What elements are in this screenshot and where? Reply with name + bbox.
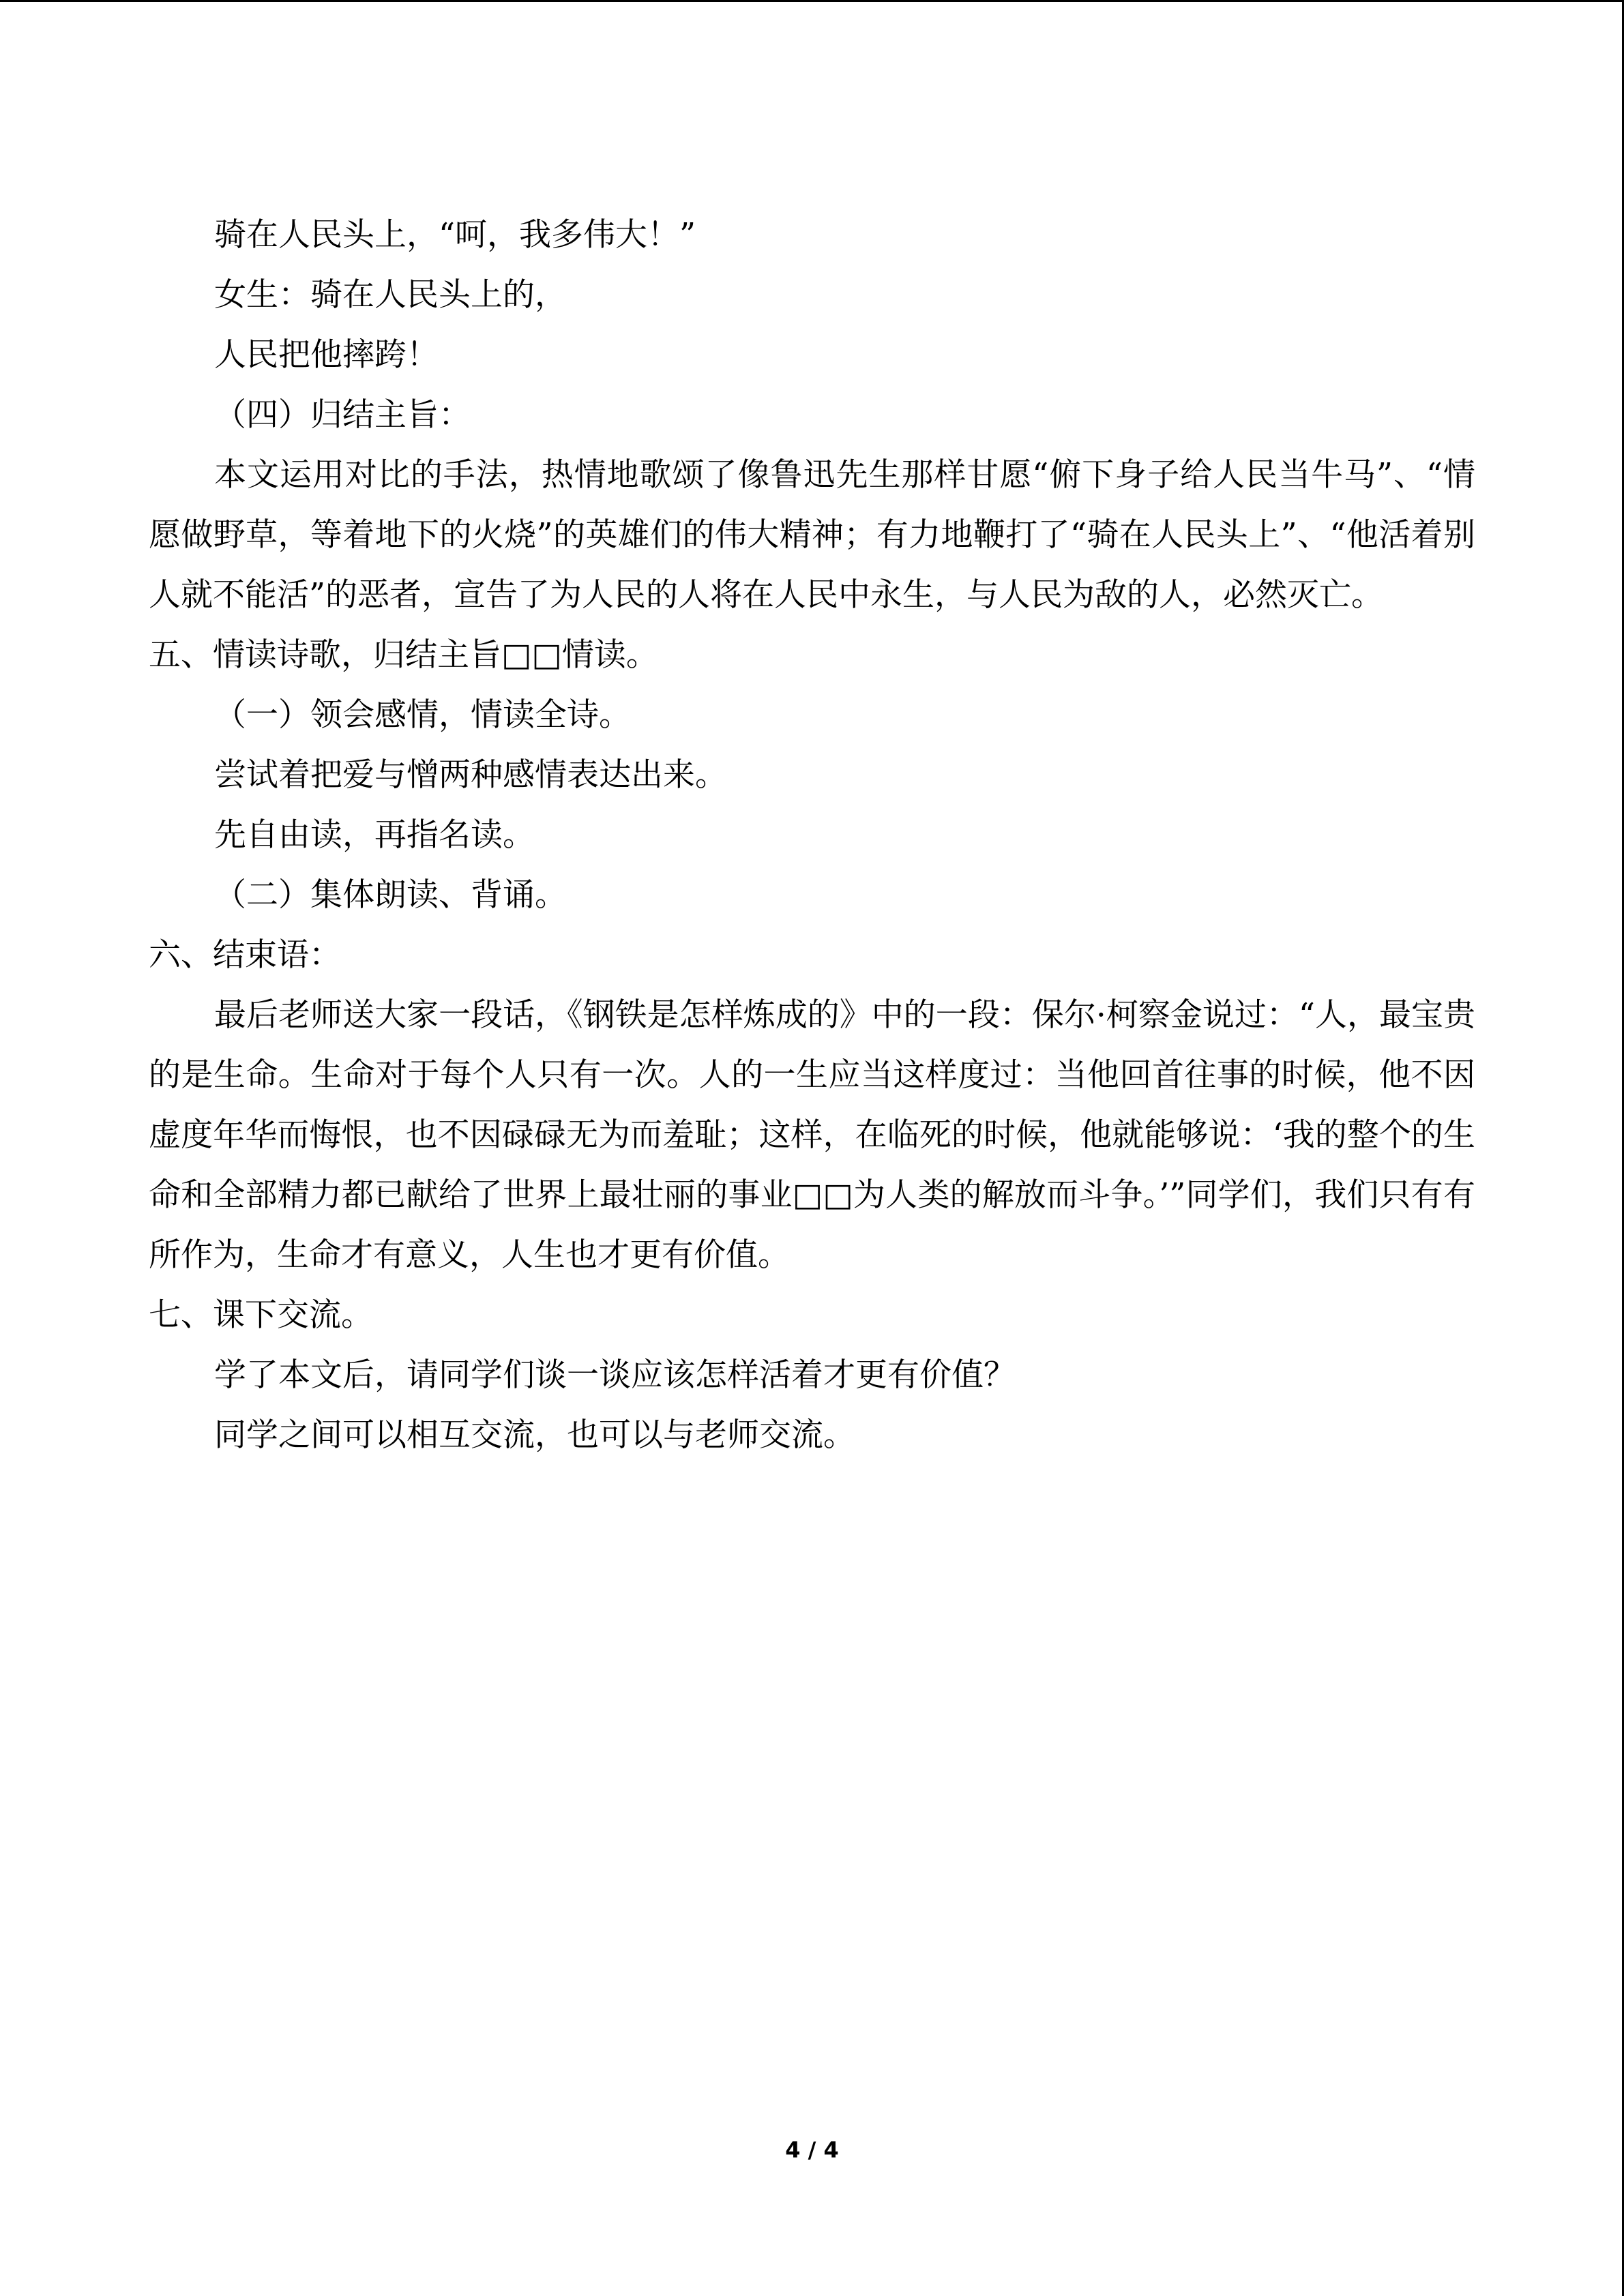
- subsection-heading: （四）归结主旨：: [214, 396, 471, 434]
- body-line: 学了本文后，请同学们谈一谈应该怎样活着才更有价值？: [214, 1356, 1016, 1394]
- summary-paragraph: 本文运用对比的手法，热情地歌颂了像鲁迅先生那样甘愿“俯下身子给人民当牛马”、“情愿做野草，等着地下的火烧”的英雄们的伟大精神；有力地鞭打了“骑在人民头上”、“他活着别人就不能活”的恶者，宣告了为人民的人将在人民中永生，与人民为敌的人，必然灭亡。: [149, 456, 1475, 614]
- body-line: 尝试着把爱与憎两种感情表达出来。: [214, 756, 727, 794]
- section-heading: 五、情读诗歌，归结主旨□□情读。: [149, 636, 658, 674]
- body-line: 同学之间可以相互交流，也可以与老师交流。: [214, 1416, 855, 1454]
- subsection-heading: （一）领会感情，情读全诗。: [214, 696, 631, 734]
- section-heading: 六、结束语：: [149, 936, 341, 974]
- poem-line: 女生：骑在人民头上的，: [214, 276, 567, 314]
- page-number: 4 / 4: [785, 2137, 839, 2163]
- document-body: [149, 205, 1475, 1465]
- poem-line: 人民把他摔跨！: [214, 336, 439, 374]
- subsection-heading: （二）集体朗读、背诵。: [214, 876, 567, 914]
- body-line: 先自由读，再指名读。: [214, 816, 535, 854]
- section-heading: 七、课下交流。: [149, 1296, 373, 1334]
- closing-paragraph: 最后老师送大家一段话，《钢铁是怎样炼成的》中的一段：保尔·柯察金说过：“人，最宝贵的是生命。生命对于每个人只有一次。人的一生应当这样度过：当他回首往事的时候，他不因虚度年华而悔恨，也不因碌碌无为而羞耻；这样，在临死的时候，他就能够说：‘我的整个的生命和全部精力都已献给了世界上最壮丽的事业□□为人类的解放而斗争。’”同学们，我们只有有所作为，生命才有意义，人生也才更有价值。: [149, 996, 1475, 1274]
- poem-line: 骑在人民头上，“呵，我多伟大！”: [214, 216, 696, 254]
